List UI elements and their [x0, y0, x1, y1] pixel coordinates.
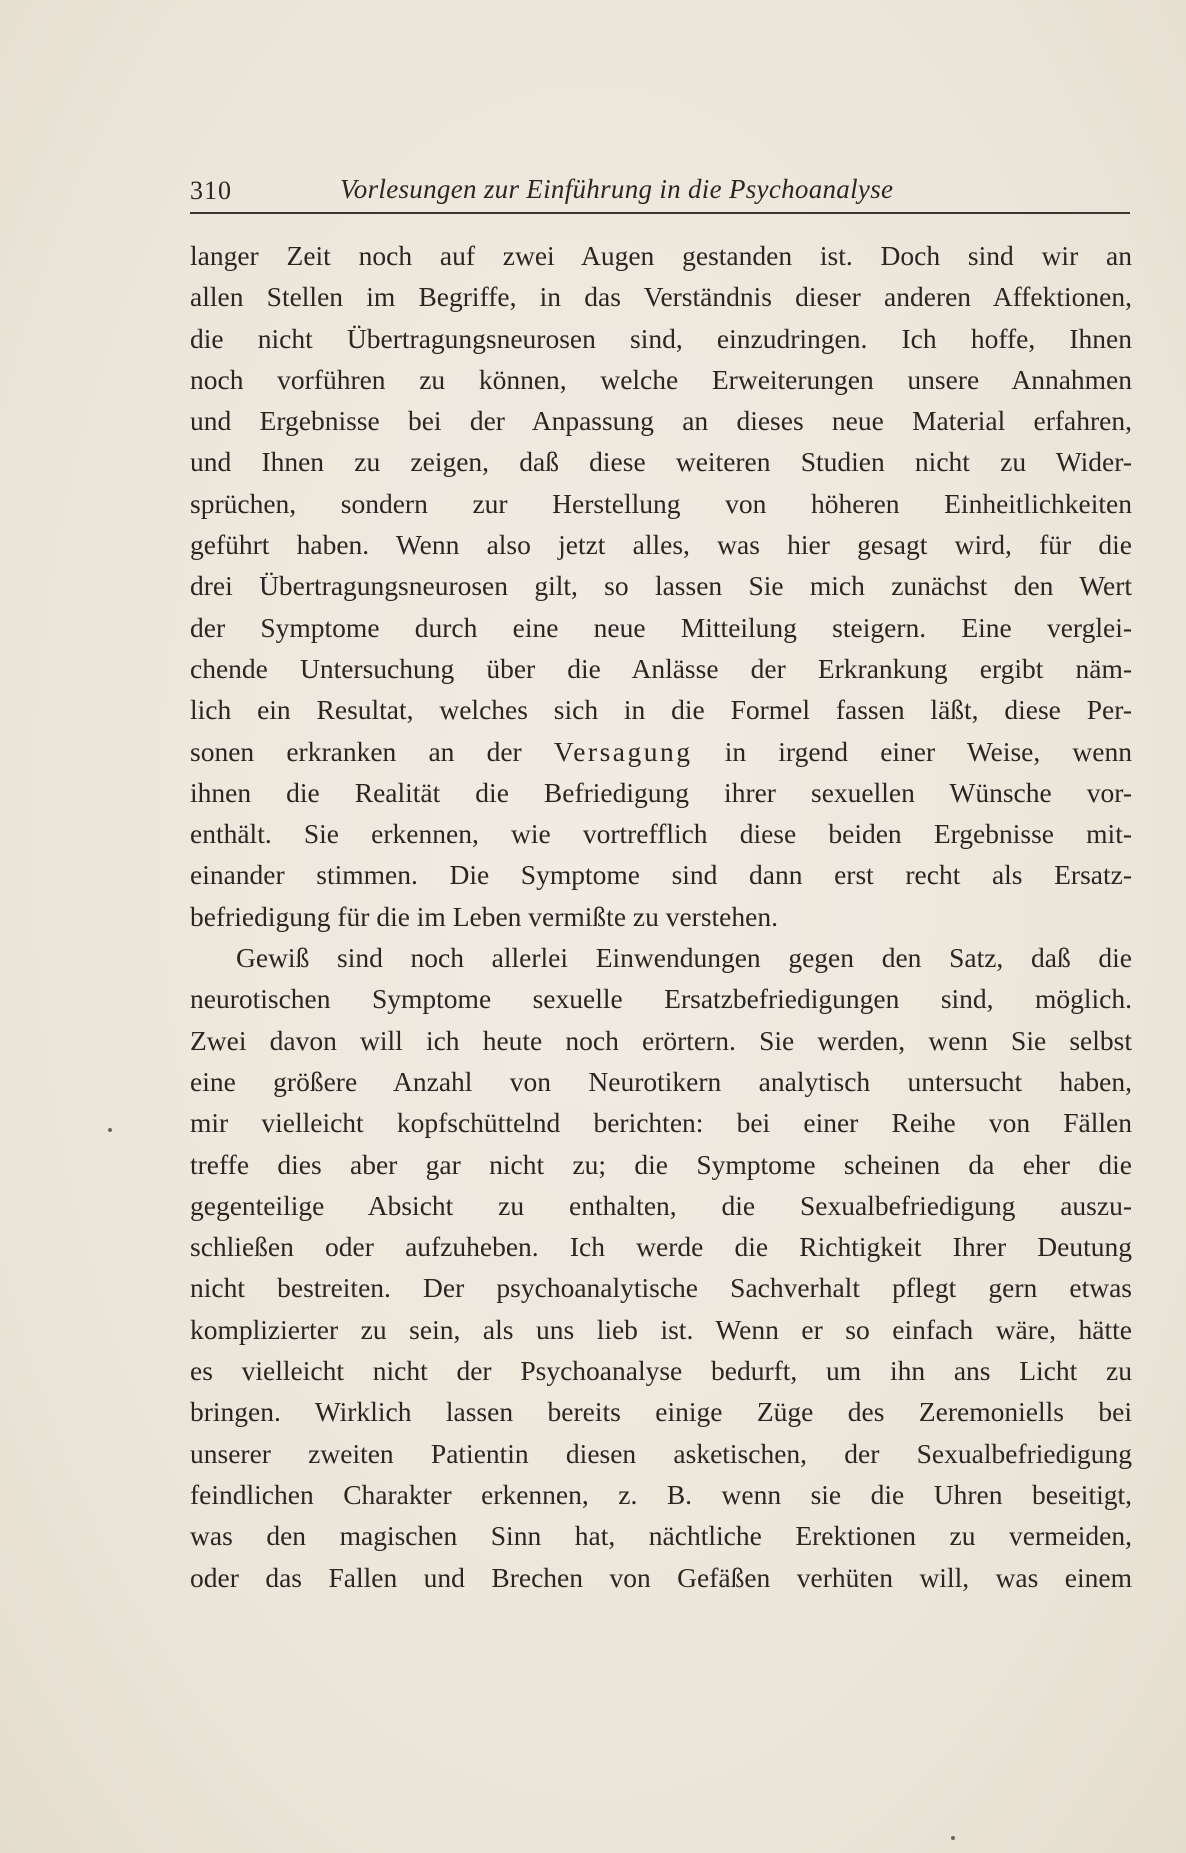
- text-fragment: in irgend einer Weise, wenn: [724, 735, 1132, 767]
- text-line: komplizierter zu sein, als uns lieb ist. Wenn er so einfach wäre, hätte: [190, 1313, 1132, 1345]
- page-number: 310: [190, 176, 232, 205]
- body-text: [190, 235, 1132, 1598]
- text-line: neurotischen Symptome sexuelle Ersatzbefriedigungen sind, möglich.: [190, 983, 1132, 1015]
- paragraph-start-line: Gewiß sind noch allerlei Einwendungen gegen den Satz, daß die: [236, 942, 1132, 974]
- text-line: sprüchen, sondern zur Herstellung von höheren Einheitlichkeiten: [190, 487, 1132, 519]
- text-line: bringen. Wirklich lassen bereits einige Züge des Zeremoniells bei: [190, 1396, 1132, 1428]
- text-line: noch vorführen zu können, welche Erweiterungen unsere Annahmen: [190, 363, 1132, 395]
- text-line: nicht bestreiten. Der psychoanalytische Sachverhalt pflegt gern etwas: [190, 1272, 1132, 1304]
- text-line: einander stimmen. Die Symptome sind dann erst recht als Ersatz-: [190, 859, 1132, 891]
- text-line: drei Übertragungsneurosen gilt, so lassen Sie mich zunächst den Wert: [190, 570, 1132, 602]
- text-line-with-emphasis: [190, 731, 1132, 772]
- paragraph-end-line: befriedigung für die im Leben vermißte zu verstehen.: [190, 900, 778, 932]
- text-line: ihnen die Realität die Befriedigung ihrer sexuellen Wünsche vor-: [190, 776, 1132, 808]
- emphasized-word: Versagung: [553, 735, 693, 767]
- text-line: Zwei davon will ich heute noch erörtern. Sie werden, wenn Sie selbst: [190, 1024, 1132, 1056]
- text-line: treffe dies aber gar nicht zu; die Symptome scheinen da eher die: [190, 1148, 1132, 1180]
- text-line: geführt haben. Wenn also jetzt alles, was hier gesagt wird, für die: [190, 529, 1132, 561]
- text-line: lich ein Resultat, welches sich in die Formel fassen läßt, diese Per-: [190, 694, 1132, 726]
- text-line: oder das Fallen und Brechen von Gefäßen verhüten will, was einem: [190, 1561, 1132, 1593]
- text-fragment: sonen erkranken an der: [190, 735, 522, 767]
- text-line: was den magischen Sinn hat, nächtliche Erektionen zu vermeiden,: [190, 1520, 1132, 1552]
- text-line: feindlichen Charakter erkennen, z. B. wenn sie die Uhren beseitigt,: [190, 1478, 1132, 1510]
- running-head: [190, 172, 1130, 214]
- running-title: Vorlesungen zur Einführung in die Psychoanalyse: [340, 174, 894, 204]
- text-line: unserer zweiten Patientin diesen asketischen, der Sexualbefriedigung: [190, 1437, 1132, 1469]
- text-line: chende Untersuchung über die Anlässe der Erkrankung ergibt näm-: [190, 652, 1132, 684]
- paper-speck: [108, 1128, 112, 1132]
- text-line: eine größere Anzahl von Neurotikern analytisch untersucht haben,: [190, 1065, 1132, 1097]
- text-line: enthält. Sie erkennen, wie vortrefflich diese beiden Ergebnisse mit-: [190, 818, 1132, 850]
- text-line: schließen oder aufzuheben. Ich werde die Richtigkeit Ihrer Deutung: [190, 1231, 1132, 1263]
- text-line: es vielleicht nicht der Psychoanalyse bedurft, um ihn ans Licht zu: [190, 1355, 1132, 1387]
- text-line: und Ihnen zu zeigen, daß diese weiteren Studien nicht zu Wider-: [190, 446, 1132, 478]
- paper-speck: [951, 1836, 955, 1840]
- text-line: allen Stellen im Begriffe, in das Verständnis dieser anderen Affektionen,: [190, 281, 1132, 313]
- text-line: und Ergebnisse bei der Anpassung an dieses neue Material erfahren,: [190, 405, 1132, 437]
- text-line: der Symptome durch eine neue Mitteilung steigern. Eine verglei-: [190, 611, 1132, 643]
- text-line: langer Zeit noch auf zwei Augen gestanden ist. Doch sind wir an: [190, 240, 1132, 271]
- text-line: gegenteilige Absicht zu enthalten, die Sexualbefriedigung auszu-: [190, 1189, 1132, 1221]
- text-line: mir vielleicht kopfschüttelnd berichten: bei einer Reihe von Fällen: [190, 1107, 1132, 1139]
- text-line: die nicht Übertragungsneurosen sind, einzudringen. Ich hoffe, Ihnen: [190, 322, 1132, 354]
